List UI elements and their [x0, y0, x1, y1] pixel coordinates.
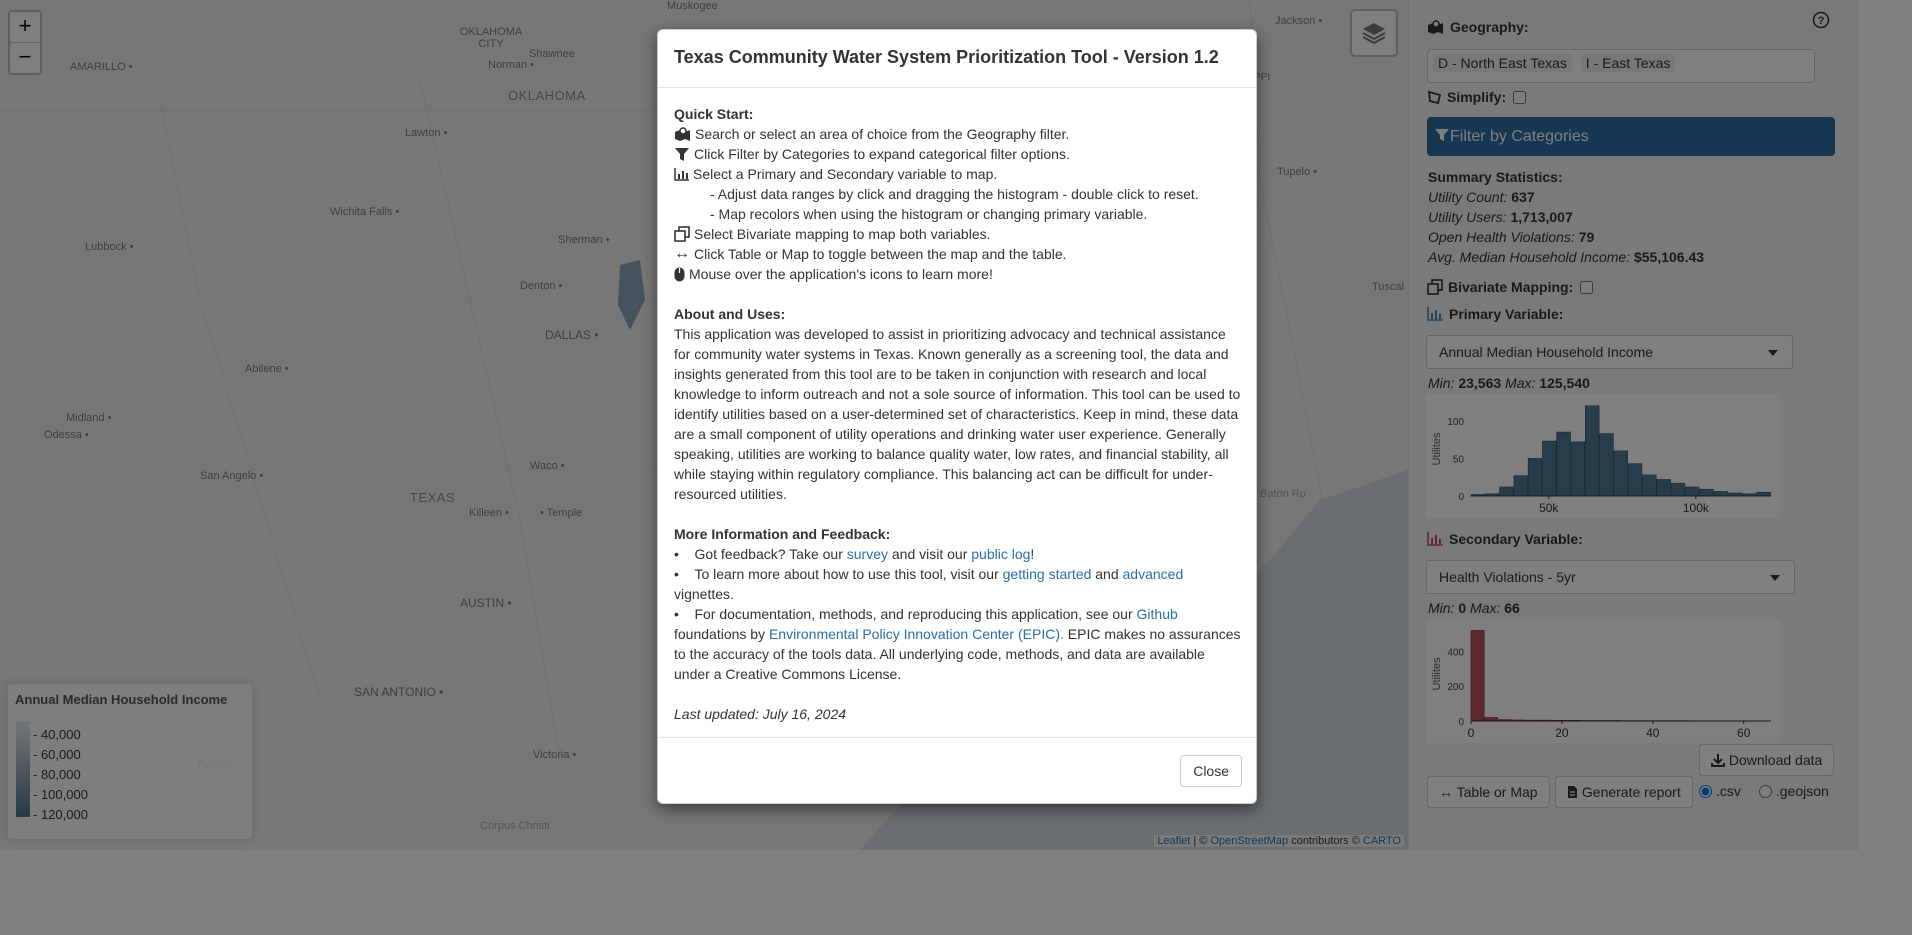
documentation-bullet: • For documentation, methods, and reproducing this application, see our Github foundations by Environmental Policy Innovation Center (EPIC). EPIC makes no assurances to the accuracy of the tools data. All underlying code, methods, and data are available under a Creative Commons License.	[674, 606, 1241, 682]
quick-start-item: Search or select an area of choice from the Geography filter.	[674, 124, 1244, 144]
chart-bar-icon	[674, 168, 689, 181]
quick-start-item: Mouse over the application's icons to learn more!	[674, 264, 1244, 284]
public-log-link[interactable]: public log	[971, 546, 1031, 562]
feedback-bullet: • Got feedback? Take our survey and visit our public log!	[674, 546, 1035, 562]
mouse-icon	[674, 267, 685, 282]
close-button[interactable]: Close	[1180, 755, 1242, 787]
quick-start-item: ↔ Click Table or Map to toggle between the map and the table.	[674, 245, 1067, 262]
map-marker-icon	[674, 127, 691, 142]
advanced-link[interactable]: advanced	[1122, 566, 1184, 582]
modal-body	[674, 104, 1244, 724]
quick-start-item: Select a Primary and Secondary variable to map.	[674, 164, 1244, 184]
getting-started-link[interactable]: getting started	[1002, 566, 1092, 582]
about-heading: About and Uses:	[674, 306, 786, 322]
modal-title: Texas Community Water System Prioritization Tool - Version 1.2	[674, 47, 1219, 67]
modal-footer	[658, 737, 1256, 804]
arrows-h-icon: ↔	[674, 245, 690, 262]
quick-start-item: Select Bivariate mapping to map both variables.	[674, 224, 1244, 244]
about-text: This application was developed to assist in prioritizing advocacy and technical assistance for community water systems in Texas. Known generally as a screening tool, the data and insights generated from this tool are to be taken in conjunction with research and local knowledge to inform outreach and not a sole source of information. This tool can be used to identify utilities based on a user-determined set of characteristics. Keep in mind, these data are a small component of utility operations and drinking water user experience. Generally speaking, utilities are working to balance quality water, low rates, and financial stability, all while staying within regulatory compliance. This balancing act can be difficult for under-resourced utilities.	[674, 326, 1241, 502]
vignettes-bullet: • To learn more about how to use this tool, visit our getting started and advanced vignettes.	[674, 566, 1184, 602]
github-link[interactable]: Github	[1136, 606, 1178, 622]
modal-header	[658, 30, 1256, 88]
intro-modal	[657, 29, 1257, 804]
more-info-heading: More Information and Feedback:	[674, 526, 891, 542]
quick-start-subitem: - Map recolors when using the histogram or changing primary variable.	[710, 206, 1148, 222]
clone-icon	[674, 226, 690, 242]
quick-start-item: Click Filter by Categories to expand categorical filter options.	[674, 144, 1244, 164]
epic-link[interactable]: Environmental Policy Innovation Center (EPIC).	[768, 626, 1064, 642]
quick-start-heading: Quick Start:	[674, 106, 754, 122]
last-updated: Last updated: July 16, 2024	[674, 706, 847, 722]
filter-icon	[674, 147, 690, 162]
quick-start-subitem: - Adjust data ranges by click and dragging the histogram - double click to reset.	[710, 186, 1199, 202]
survey-link[interactable]: survey	[846, 546, 888, 562]
